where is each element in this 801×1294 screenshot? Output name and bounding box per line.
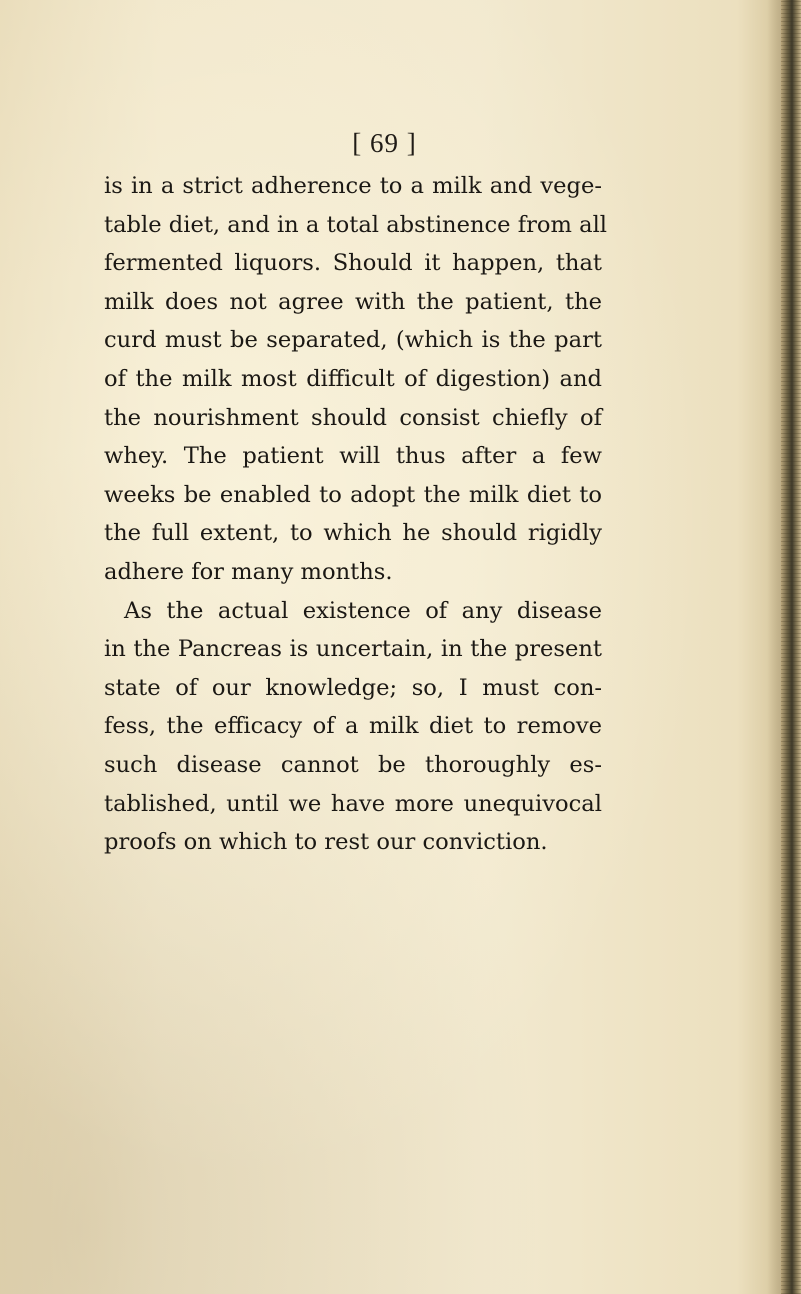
text-line: state of our knowledge; so, I must con- xyxy=(104,674,602,701)
body-text xyxy=(104,167,608,862)
text-line: weeks be enabled to adopt the milk diet to xyxy=(104,481,602,508)
page-number: [ 69 ] xyxy=(352,128,417,158)
text-line: milk does not agree with the patient, the xyxy=(104,288,602,315)
text-line: whey. The patient will thus after a few xyxy=(104,443,602,470)
page-edge xyxy=(781,0,801,1294)
text-line: curd must be separated, (which is the part xyxy=(104,327,602,354)
paragraph-end-line: adhere for many months. xyxy=(104,558,393,585)
text-line: such disease cannot be thoroughly es- xyxy=(104,751,602,778)
text-line: table diet, and in a total abstinence from all xyxy=(104,211,608,238)
text-line: in the Pancreas is uncertain, in the present xyxy=(104,636,602,663)
text-line: is in a strict adherence to a milk and vege- xyxy=(104,173,602,199)
text-line: the nourishment should consist chiefly of xyxy=(104,404,602,431)
text-line: the full extent, to which he should rigidly xyxy=(104,520,602,547)
page-edge-shadow xyxy=(767,0,781,1294)
text-line: fermented liquors. Should it happen, that xyxy=(104,250,602,277)
paragraph-start-line: As the actual existence of any disease xyxy=(124,597,602,624)
paragraph-end-line: proofs on which to rest our conviction. xyxy=(104,829,548,856)
text-line: fess, the efficacy of a milk diet to remove xyxy=(104,713,602,740)
text-line: tablished, until we have more unequivocal xyxy=(104,790,602,817)
text-line: of the milk most difficult of digestion) and xyxy=(104,365,602,392)
